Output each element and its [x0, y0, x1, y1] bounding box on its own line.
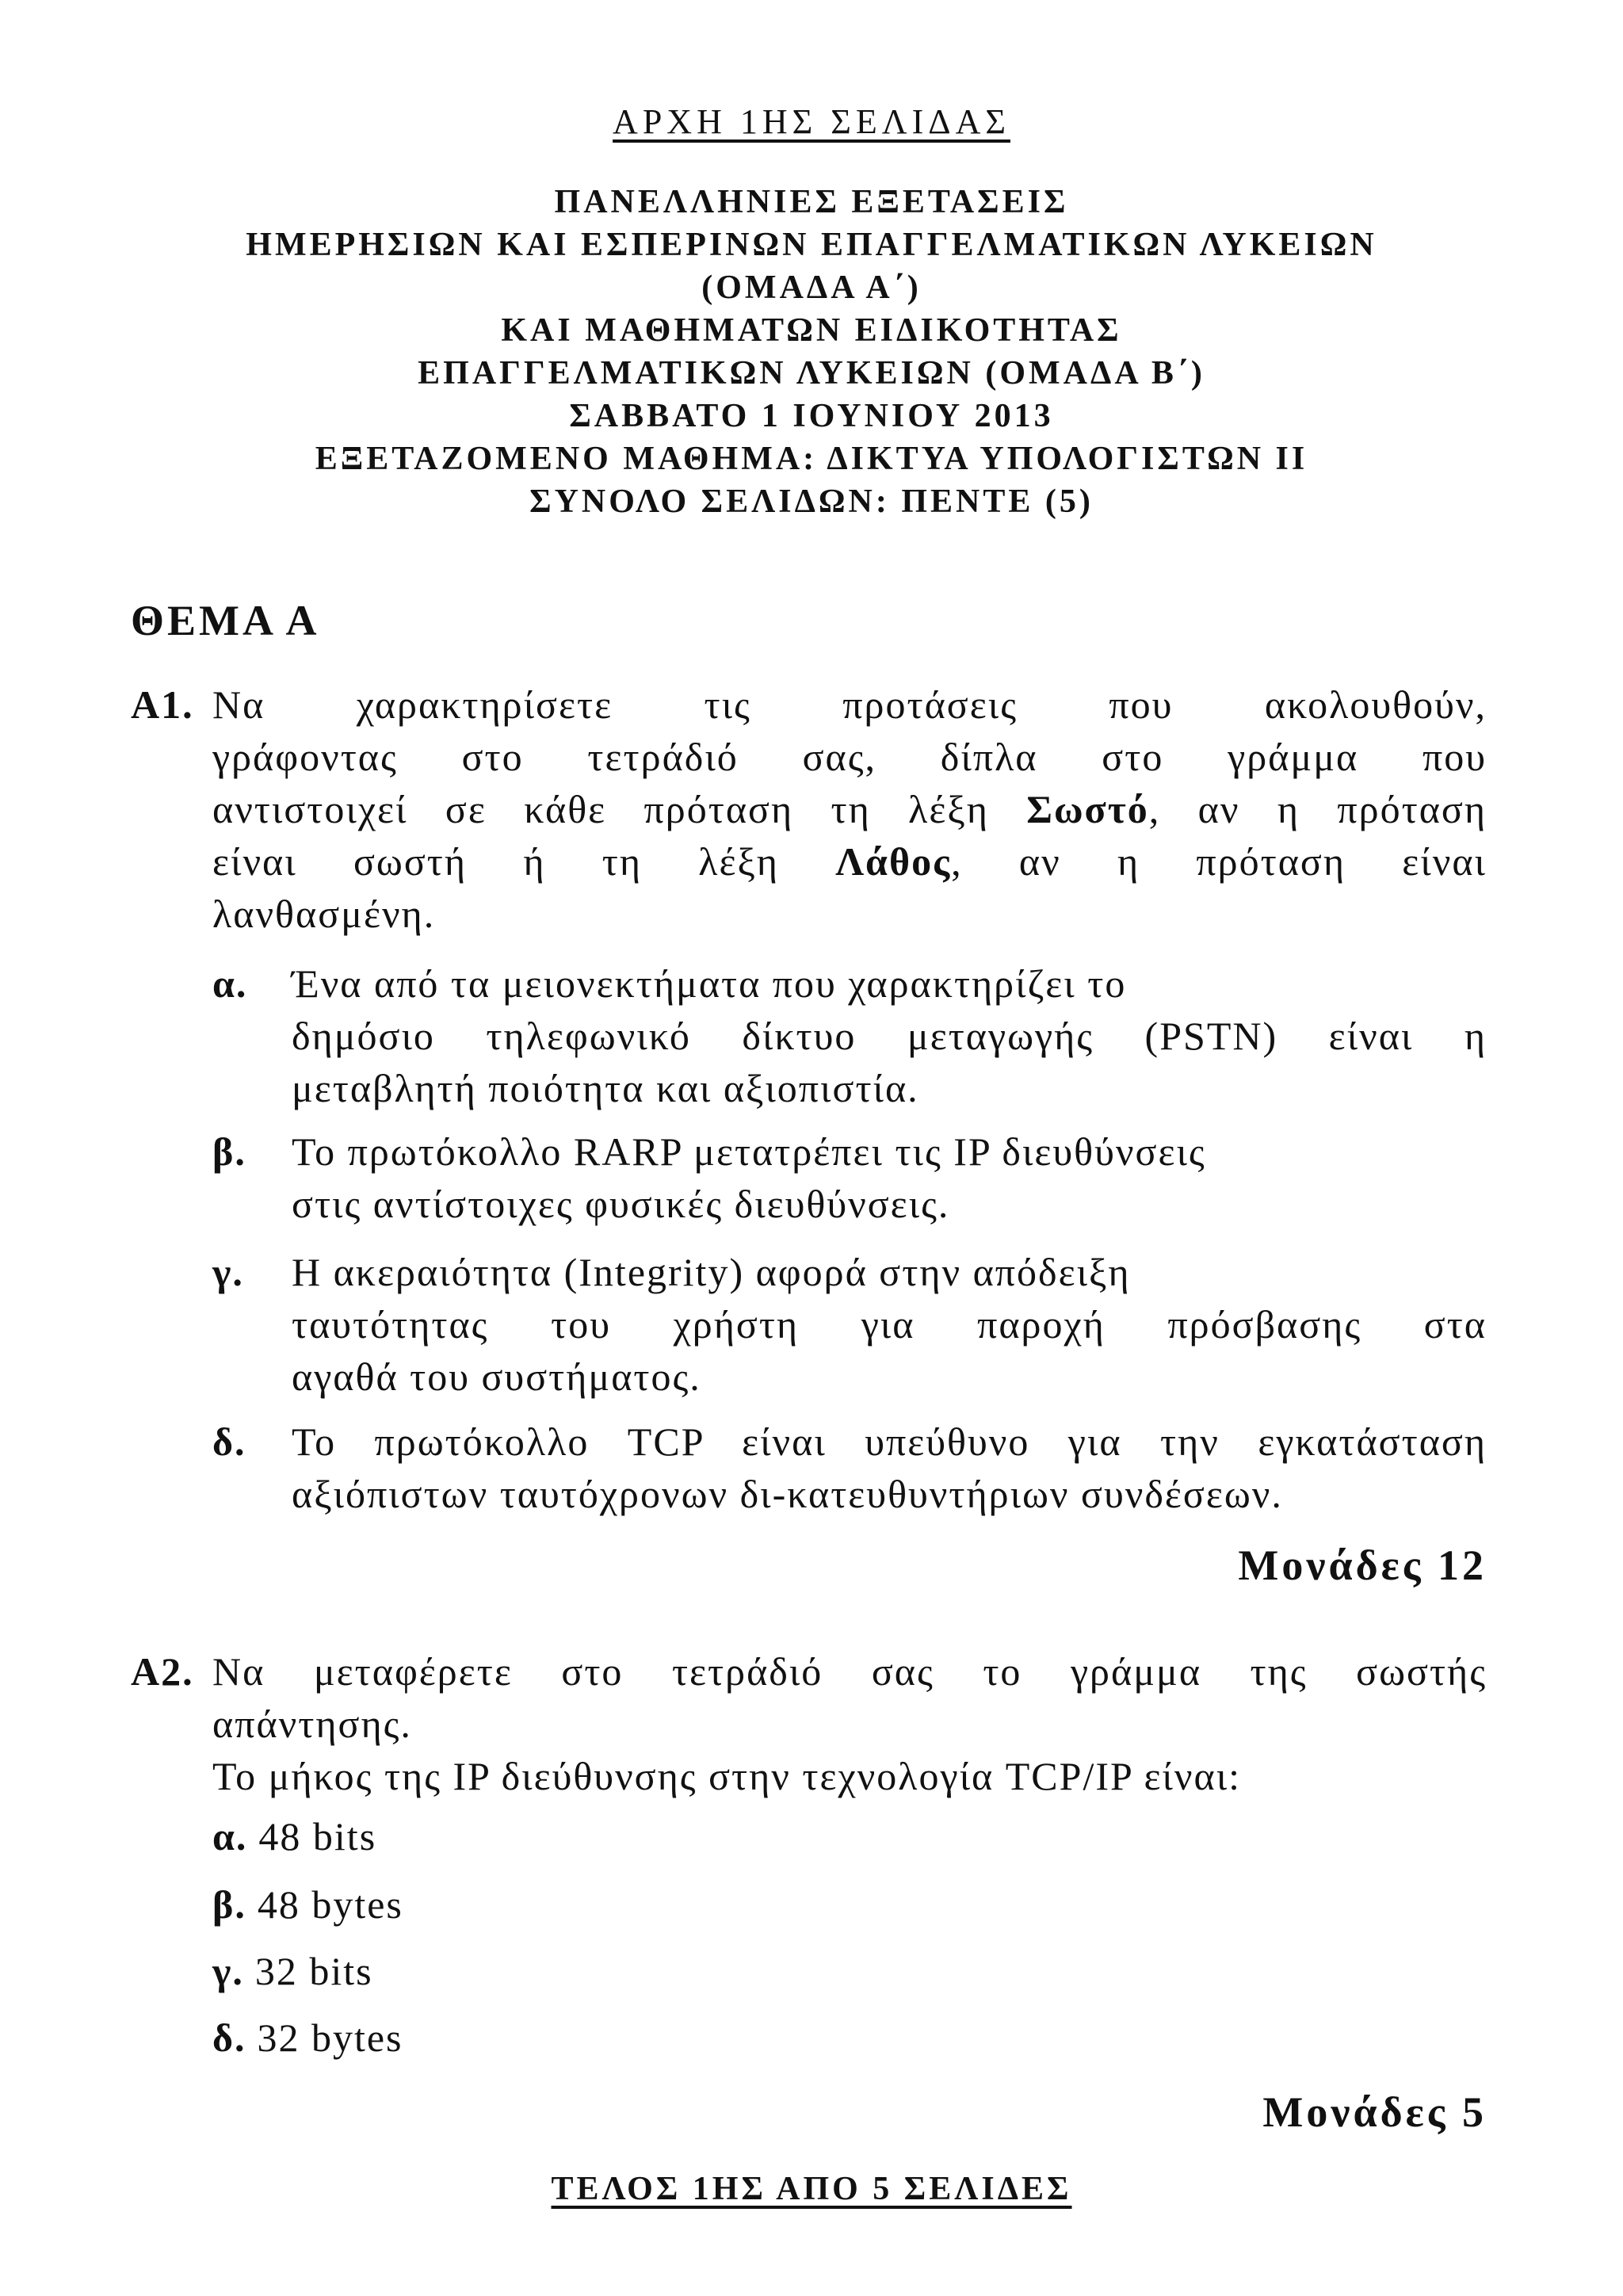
section-title: ΘΕΜΑ Α: [131, 597, 320, 644]
statement-text: Ένα από τα μειονεκτήματα που χαρακτηρίζει το δημόσιο τηλεφωνικό δίκτυο μεταγωγής (PSTN) είναι η μεταβλητή ποιότητα και αξιοπιστία.: [292, 961, 1487, 1110]
instruction-line: Να χαρακτηρίσετε τις προτάσεις που ακολουθούν,: [212, 682, 1487, 727]
points-a1: Μονάδες 12: [1238, 1541, 1487, 1589]
option-text: 48 bits: [258, 1814, 377, 1859]
header-line: ΗΜΕΡΗΣΙΩΝ ΚΑΙ ΕΣΠΕΡΙΝΩΝ ΕΠΑΓΓΕΛΜΑΤΙΚΩΝ ΛΥΚΕΙΩΝ: [246, 227, 1377, 263]
option-letter: β.: [212, 1882, 246, 1927]
question-text: Το μήκος της IP διεύθυνσης στην τεχνολογία TCP/IP είναι:: [212, 1754, 1242, 1798]
instruction-line: αντιστοιχεί σε κάθε πρόταση τη λέξη Σωστό, αν η πρόταση: [212, 787, 1487, 831]
question-a2-label: Α2.: [131, 1649, 194, 1694]
page-start-marker: [0, 101, 1623, 142]
header-line: ΣΥΝΟΛΟ ΣΕΛΙΔΩΝ: ΠΕΝΤΕ (5): [529, 483, 1094, 520]
option-letter: δ.: [212, 2015, 246, 2060]
statement-text: Η ακεραιότητα (Integrity) αφορά στην απόδειξη ταυτότητας του χρήστη για παροχή πρόσβασης στα αγαθά του συστήματος.: [292, 1250, 1487, 1399]
option-text: 48 bytes: [257, 1882, 403, 1927]
answer-option: [212, 2015, 403, 2061]
header-line: ΕΠΑΓΓΕΛΜΑΤΙΚΩΝ ΛΥΚΕΙΩΝ (ΟΜΑΔΑ Β΄): [418, 355, 1205, 392]
question-a2-instructions: [212, 1645, 1487, 1802]
statement-letter: α.: [212, 961, 248, 1006]
question-a1-label: Α1.: [131, 682, 194, 727]
instruction-line: είναι σωστή ή τη λέξη Λάθος, αν η πρόταση είναι: [212, 839, 1487, 884]
page-end-marker: [0, 2170, 1623, 2208]
option-text: 32 bits: [254, 1949, 373, 1993]
option-letter: γ.: [212, 1949, 244, 1993]
statement-letter: γ.: [212, 1250, 244, 1294]
statement-letter: β.: [212, 1129, 246, 1174]
instruction-line: γράφοντας στο τετράδιό σας, δίπλα στο γράμμα που: [212, 735, 1487, 779]
points-a2: Μονάδες 5: [1262, 2088, 1487, 2136]
statement-text: Το πρωτόκολλο RARP μετατρέπει τις IP διευθύνσεις στις αντίστοιχες φυσικές διευθύνσεις.: [292, 1129, 1206, 1226]
word-correct: Σωστό: [1026, 787, 1149, 831]
word-wrong: Λάθος: [835, 839, 952, 884]
page-start-text: ΑΡΧΗ 1ΗΣ ΣΕΛΙΔΑΣ: [613, 102, 1010, 141]
exam-header: [0, 181, 1623, 523]
header-line: ΚΑΙ ΜΑΘΗΜΑΤΩΝ ΕΙΔΙΚΟΤΗΤΑΣ: [501, 312, 1122, 349]
option-text: 32 bytes: [257, 2015, 403, 2060]
header-line: ΕΞΕΤΑΖΟΜΕΝΟ ΜΑΘΗΜΑ: ΔΙΚΤΥΑ ΥΠΟΛΟΓΙΣΤΩΝ ΙΙ: [315, 441, 1308, 477]
header-line: (ΟΜΑΔΑ Α΄): [701, 269, 922, 306]
option-letter: α.: [212, 1814, 248, 1859]
statement-text: Το πρωτόκολλο TCP είναι υπεύθυνο για την εγκατάσταση αξιόπιστων ταυτόχρονων δι-κατευθυντήριων συνδέσεων.: [292, 1419, 1487, 1516]
instruction-line: Να μεταφέρετε στο τετράδιό σας το γράμμα της σωστής: [212, 1649, 1487, 1694]
answer-option: [212, 1881, 403, 1927]
statement-letter: δ.: [212, 1419, 246, 1464]
header-line: ΣΑΒΒΑΤΟ 1 ΙΟΥΝΙΟΥ 2013: [569, 398, 1054, 434]
instruction-line: λανθασμένη.: [212, 892, 436, 936]
instruction-line: απάντησης.: [212, 1702, 412, 1746]
question-a1-instructions: [212, 678, 1487, 940]
page-end-text: ΤΕΛΟΣ 1ΗΣ ΑΠΟ 5 ΣΕΛΙΔΕΣ: [551, 2171, 1072, 2207]
header-line: ΠΑΝΕΛΛΗΝΙΕΣ ΕΞΕΤΑΣΕΙΣ: [554, 184, 1069, 220]
answer-option: [212, 1948, 373, 1994]
answer-option: [212, 1813, 376, 1859]
